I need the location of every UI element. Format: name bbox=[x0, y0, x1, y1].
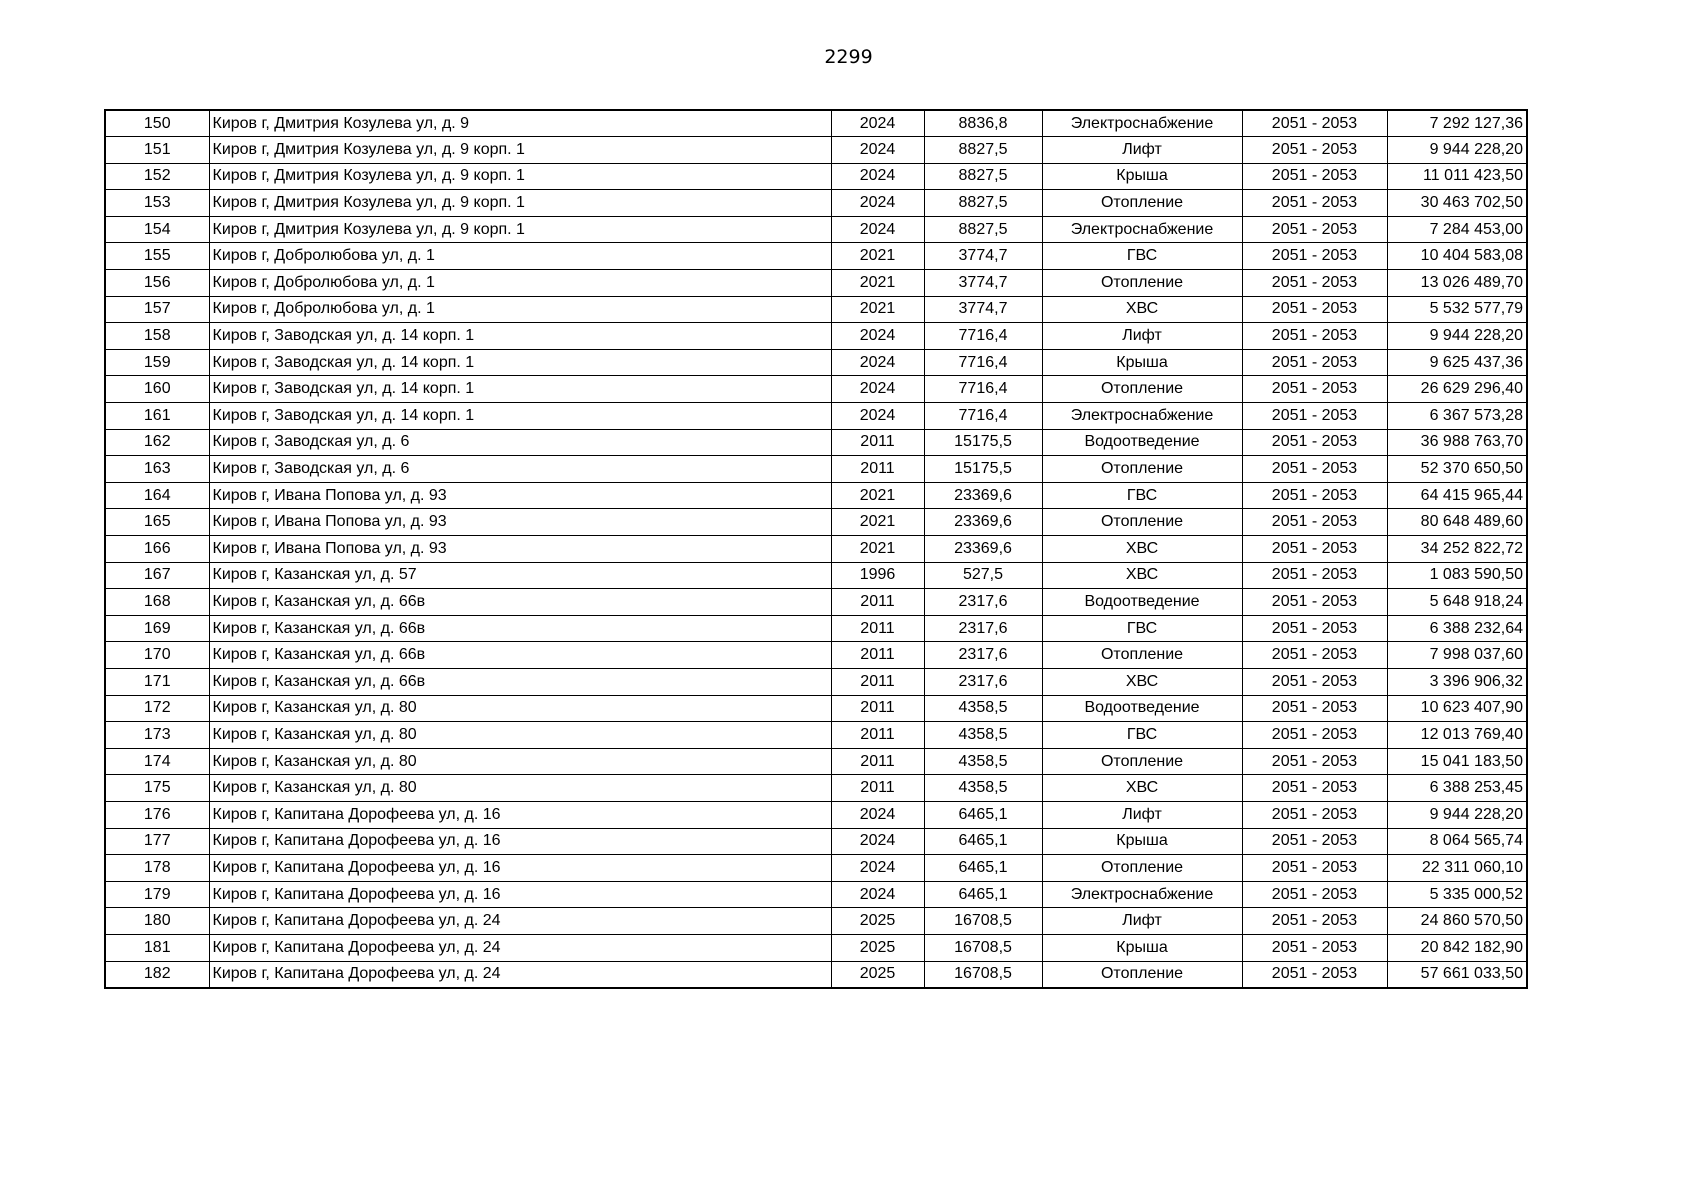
row-number: 154 bbox=[105, 216, 209, 243]
row-cost: 6 388 232,64 bbox=[1387, 615, 1527, 642]
row-address: Киров г, Капитана Дорофеева ул, д. 16 bbox=[209, 801, 831, 828]
row-work-type: Отопление bbox=[1042, 509, 1242, 536]
row-year: 2024 bbox=[831, 881, 924, 908]
row-period: 2051 - 2053 bbox=[1242, 163, 1387, 190]
row-year: 2024 bbox=[831, 855, 924, 882]
row-area: 4358,5 bbox=[924, 695, 1042, 722]
row-work-type: Водоотведение bbox=[1042, 589, 1242, 616]
row-cost: 15 041 183,50 bbox=[1387, 748, 1527, 775]
row-year: 2025 bbox=[831, 961, 924, 988]
row-area: 2317,6 bbox=[924, 668, 1042, 695]
row-number: 170 bbox=[105, 642, 209, 669]
page-number: 2299 bbox=[824, 46, 873, 68]
row-period: 2051 - 2053 bbox=[1242, 456, 1387, 483]
row-period: 2051 - 2053 bbox=[1242, 828, 1387, 855]
row-number: 181 bbox=[105, 934, 209, 961]
row-area: 7716,4 bbox=[924, 403, 1042, 430]
row-year: 2024 bbox=[831, 163, 924, 190]
table-row bbox=[105, 216, 1527, 243]
row-cost: 9 944 228,20 bbox=[1387, 323, 1527, 350]
table-row bbox=[105, 881, 1527, 908]
row-year: 2025 bbox=[831, 934, 924, 961]
row-address: Киров г, Капитана Дорофеева ул, д. 16 bbox=[209, 828, 831, 855]
row-address: Киров г, Дмитрия Козулева ул, д. 9 корп. 1 bbox=[209, 137, 831, 164]
table-row bbox=[105, 562, 1527, 589]
row-period: 2051 - 2053 bbox=[1242, 722, 1387, 749]
row-work-type: Отопление bbox=[1042, 270, 1242, 297]
row-number: 167 bbox=[105, 562, 209, 589]
row-number: 155 bbox=[105, 243, 209, 270]
row-number: 172 bbox=[105, 695, 209, 722]
row-area: 8827,5 bbox=[924, 163, 1042, 190]
row-cost: 13 026 489,70 bbox=[1387, 270, 1527, 297]
row-number: 173 bbox=[105, 722, 209, 749]
row-area: 23369,6 bbox=[924, 482, 1042, 509]
row-year: 2011 bbox=[831, 668, 924, 695]
table-row bbox=[105, 961, 1527, 988]
row-number: 160 bbox=[105, 376, 209, 403]
row-period: 2051 - 2053 bbox=[1242, 615, 1387, 642]
row-address: Киров г, Добролюбова ул, д. 1 bbox=[209, 270, 831, 297]
table-row bbox=[105, 748, 1527, 775]
table-row bbox=[105, 801, 1527, 828]
row-period: 2051 - 2053 bbox=[1242, 881, 1387, 908]
row-work-type: Электроснабжение bbox=[1042, 403, 1242, 430]
row-cost: 7 292 127,36 bbox=[1387, 110, 1527, 137]
row-number: 168 bbox=[105, 589, 209, 616]
row-period: 2051 - 2053 bbox=[1242, 589, 1387, 616]
row-work-type: Лифт bbox=[1042, 137, 1242, 164]
table-row bbox=[105, 589, 1527, 616]
row-year: 2021 bbox=[831, 482, 924, 509]
row-area: 4358,5 bbox=[924, 722, 1042, 749]
row-address: Киров г, Капитана Дорофеева ул, д. 16 bbox=[209, 855, 831, 882]
row-address: Киров г, Казанская ул, д. 66в bbox=[209, 642, 831, 669]
row-address: Киров г, Дмитрия Козулева ул, д. 9 корп. 1 bbox=[209, 190, 831, 217]
row-number: 153 bbox=[105, 190, 209, 217]
row-year: 2024 bbox=[831, 828, 924, 855]
row-address: Киров г, Добролюбова ул, д. 1 bbox=[209, 243, 831, 270]
row-cost: 80 648 489,60 bbox=[1387, 509, 1527, 536]
row-area: 8827,5 bbox=[924, 137, 1042, 164]
table-row bbox=[105, 403, 1527, 430]
row-cost: 7 284 453,00 bbox=[1387, 216, 1527, 243]
row-area: 4358,5 bbox=[924, 748, 1042, 775]
row-work-type: ХВС bbox=[1042, 536, 1242, 563]
row-cost: 6 367 573,28 bbox=[1387, 403, 1527, 430]
table-row bbox=[105, 482, 1527, 509]
row-period: 2051 - 2053 bbox=[1242, 509, 1387, 536]
row-work-type: ГВС bbox=[1042, 243, 1242, 270]
row-area: 7716,4 bbox=[924, 323, 1042, 350]
row-number: 176 bbox=[105, 801, 209, 828]
row-number: 166 bbox=[105, 536, 209, 563]
table-row bbox=[105, 270, 1527, 297]
row-year: 2024 bbox=[831, 801, 924, 828]
row-period: 2051 - 2053 bbox=[1242, 296, 1387, 323]
row-year: 2011 bbox=[831, 429, 924, 456]
row-number: 150 bbox=[105, 110, 209, 137]
table-row bbox=[105, 163, 1527, 190]
row-period: 2051 - 2053 bbox=[1242, 349, 1387, 376]
row-work-type: Отопление bbox=[1042, 642, 1242, 669]
row-work-type: Отопление bbox=[1042, 748, 1242, 775]
row-area: 6465,1 bbox=[924, 855, 1042, 882]
row-address: Киров г, Казанская ул, д. 80 bbox=[209, 722, 831, 749]
row-year: 2011 bbox=[831, 695, 924, 722]
row-number: 175 bbox=[105, 775, 209, 802]
row-year: 2025 bbox=[831, 908, 924, 935]
row-area: 2317,6 bbox=[924, 615, 1042, 642]
row-number: 178 bbox=[105, 855, 209, 882]
row-address: Киров г, Дмитрия Козулева ул, д. 9 bbox=[209, 110, 831, 137]
row-work-type: ГВС bbox=[1042, 722, 1242, 749]
row-work-type: Отопление bbox=[1042, 456, 1242, 483]
row-address: Киров г, Казанская ул, д. 80 bbox=[209, 775, 831, 802]
row-address: Киров г, Казанская ул, д. 80 bbox=[209, 748, 831, 775]
row-number: 182 bbox=[105, 961, 209, 988]
row-period: 2051 - 2053 bbox=[1242, 748, 1387, 775]
row-work-type: Отопление bbox=[1042, 855, 1242, 882]
row-address: Киров г, Дмитрия Козулева ул, д. 9 корп. 1 bbox=[209, 216, 831, 243]
row-area: 8827,5 bbox=[924, 190, 1042, 217]
row-address: Киров г, Заводская ул, д. 6 bbox=[209, 429, 831, 456]
row-year: 2021 bbox=[831, 270, 924, 297]
row-period: 2051 - 2053 bbox=[1242, 775, 1387, 802]
row-work-type: Крыша bbox=[1042, 163, 1242, 190]
row-period: 2051 - 2053 bbox=[1242, 908, 1387, 935]
row-area: 16708,5 bbox=[924, 961, 1042, 988]
row-address: Киров г, Ивана Попова ул, д. 93 bbox=[209, 482, 831, 509]
row-work-type: ГВС bbox=[1042, 482, 1242, 509]
row-area: 15175,5 bbox=[924, 429, 1042, 456]
row-number: 179 bbox=[105, 881, 209, 908]
row-cost: 7 998 037,60 bbox=[1387, 642, 1527, 669]
row-cost: 12 013 769,40 bbox=[1387, 722, 1527, 749]
row-cost: 9 944 228,20 bbox=[1387, 137, 1527, 164]
row-year: 2011 bbox=[831, 589, 924, 616]
row-area: 8827,5 bbox=[924, 216, 1042, 243]
row-area: 23369,6 bbox=[924, 509, 1042, 536]
row-year: 2024 bbox=[831, 323, 924, 350]
row-year: 2021 bbox=[831, 296, 924, 323]
row-cost: 20 842 182,90 bbox=[1387, 934, 1527, 961]
table-row bbox=[105, 934, 1527, 961]
row-address: Киров г, Казанская ул, д. 66в bbox=[209, 668, 831, 695]
row-address: Киров г, Заводская ул, д. 14 корп. 1 bbox=[209, 323, 831, 350]
row-cost: 30 463 702,50 bbox=[1387, 190, 1527, 217]
table-row bbox=[105, 722, 1527, 749]
row-year: 2024 bbox=[831, 376, 924, 403]
row-area: 2317,6 bbox=[924, 642, 1042, 669]
row-work-type: Крыша bbox=[1042, 349, 1242, 376]
row-number: 156 bbox=[105, 270, 209, 297]
row-cost: 36 988 763,70 bbox=[1387, 429, 1527, 456]
row-cost: 34 252 822,72 bbox=[1387, 536, 1527, 563]
row-work-type: ХВС bbox=[1042, 562, 1242, 589]
row-cost: 10 404 583,08 bbox=[1387, 243, 1527, 270]
table-row bbox=[105, 323, 1527, 350]
row-work-type: Водоотведение bbox=[1042, 695, 1242, 722]
row-address: Киров г, Заводская ул, д. 14 корп. 1 bbox=[209, 349, 831, 376]
row-area: 15175,5 bbox=[924, 456, 1042, 483]
row-work-type: ХВС bbox=[1042, 668, 1242, 695]
row-cost: 24 860 570,50 bbox=[1387, 908, 1527, 935]
table-row bbox=[105, 615, 1527, 642]
row-period: 2051 - 2053 bbox=[1242, 695, 1387, 722]
row-period: 2051 - 2053 bbox=[1242, 934, 1387, 961]
row-number: 164 bbox=[105, 482, 209, 509]
row-number: 152 bbox=[105, 163, 209, 190]
row-area: 7716,4 bbox=[924, 376, 1042, 403]
row-number: 158 bbox=[105, 323, 209, 350]
table-row bbox=[105, 349, 1527, 376]
row-address: Киров г, Заводская ул, д. 14 корп. 1 bbox=[209, 376, 831, 403]
table-row bbox=[105, 429, 1527, 456]
row-work-type: Лифт bbox=[1042, 801, 1242, 828]
row-period: 2051 - 2053 bbox=[1242, 323, 1387, 350]
row-period: 2051 - 2053 bbox=[1242, 668, 1387, 695]
row-work-type: Крыша bbox=[1042, 934, 1242, 961]
row-number: 165 bbox=[105, 509, 209, 536]
table-row bbox=[105, 536, 1527, 563]
row-work-type: ХВС bbox=[1042, 296, 1242, 323]
row-cost: 1 083 590,50 bbox=[1387, 562, 1527, 589]
row-work-type: Отопление bbox=[1042, 376, 1242, 403]
row-work-type: Крыша bbox=[1042, 828, 1242, 855]
row-address: Киров г, Добролюбова ул, д. 1 bbox=[209, 296, 831, 323]
row-cost: 5 648 918,24 bbox=[1387, 589, 1527, 616]
row-cost: 8 064 565,74 bbox=[1387, 828, 1527, 855]
row-cost: 26 629 296,40 bbox=[1387, 376, 1527, 403]
row-number: 157 bbox=[105, 296, 209, 323]
row-cost: 64 415 965,44 bbox=[1387, 482, 1527, 509]
row-address: Киров г, Капитана Дорофеева ул, д. 24 bbox=[209, 961, 831, 988]
row-year: 2011 bbox=[831, 456, 924, 483]
table-row bbox=[105, 855, 1527, 882]
row-period: 2051 - 2053 bbox=[1242, 429, 1387, 456]
row-area: 16708,5 bbox=[924, 934, 1042, 961]
row-year: 1996 bbox=[831, 562, 924, 589]
row-year: 2024 bbox=[831, 403, 924, 430]
row-cost: 6 388 253,45 bbox=[1387, 775, 1527, 802]
row-period: 2051 - 2053 bbox=[1242, 855, 1387, 882]
row-work-type: Электроснабжение bbox=[1042, 216, 1242, 243]
row-area: 3774,7 bbox=[924, 270, 1042, 297]
row-area: 3774,7 bbox=[924, 243, 1042, 270]
row-work-type: Отопление bbox=[1042, 961, 1242, 988]
row-area: 6465,1 bbox=[924, 881, 1042, 908]
row-area: 7716,4 bbox=[924, 349, 1042, 376]
row-number: 171 bbox=[105, 668, 209, 695]
row-area: 4358,5 bbox=[924, 775, 1042, 802]
table-row bbox=[105, 828, 1527, 855]
row-work-type: ХВС bbox=[1042, 775, 1242, 802]
row-address: Киров г, Дмитрия Козулева ул, д. 9 корп. 1 bbox=[209, 163, 831, 190]
row-period: 2051 - 2053 bbox=[1242, 243, 1387, 270]
row-cost: 9 625 437,36 bbox=[1387, 349, 1527, 376]
row-year: 2011 bbox=[831, 748, 924, 775]
table-row bbox=[105, 668, 1527, 695]
row-year: 2011 bbox=[831, 615, 924, 642]
table-row bbox=[105, 137, 1527, 164]
row-period: 2051 - 2053 bbox=[1242, 482, 1387, 509]
row-cost: 52 370 650,50 bbox=[1387, 456, 1527, 483]
row-work-type: Лифт bbox=[1042, 323, 1242, 350]
row-area: 8836,8 bbox=[924, 110, 1042, 137]
row-work-type: Электроснабжение bbox=[1042, 881, 1242, 908]
row-year: 2024 bbox=[831, 216, 924, 243]
row-cost: 9 944 228,20 bbox=[1387, 801, 1527, 828]
row-address: Киров г, Казанская ул, д. 66в bbox=[209, 615, 831, 642]
row-year: 2021 bbox=[831, 509, 924, 536]
row-period: 2051 - 2053 bbox=[1242, 536, 1387, 563]
row-address: Киров г, Капитана Дорофеева ул, д. 16 bbox=[209, 881, 831, 908]
row-year: 2024 bbox=[831, 110, 924, 137]
table-row bbox=[105, 243, 1527, 270]
row-cost: 22 311 060,10 bbox=[1387, 855, 1527, 882]
table-row bbox=[105, 456, 1527, 483]
row-address: Киров г, Казанская ул, д. 80 bbox=[209, 695, 831, 722]
row-area: 23369,6 bbox=[924, 536, 1042, 563]
row-period: 2051 - 2053 bbox=[1242, 961, 1387, 988]
table-row bbox=[105, 296, 1527, 323]
row-period: 2051 - 2053 bbox=[1242, 801, 1387, 828]
row-work-type: Водоотведение bbox=[1042, 429, 1242, 456]
table-row bbox=[105, 775, 1527, 802]
row-address: Киров г, Капитана Дорофеева ул, д. 24 bbox=[209, 934, 831, 961]
row-cost: 5 532 577,79 bbox=[1387, 296, 1527, 323]
row-period: 2051 - 2053 bbox=[1242, 562, 1387, 589]
row-cost: 10 623 407,90 bbox=[1387, 695, 1527, 722]
row-area: 527,5 bbox=[924, 562, 1042, 589]
row-year: 2024 bbox=[831, 190, 924, 217]
row-area: 6465,1 bbox=[924, 801, 1042, 828]
row-number: 180 bbox=[105, 908, 209, 935]
row-address: Киров г, Капитана Дорофеева ул, д. 24 bbox=[209, 908, 831, 935]
row-number: 169 bbox=[105, 615, 209, 642]
row-period: 2051 - 2053 bbox=[1242, 403, 1387, 430]
row-period: 2051 - 2053 bbox=[1242, 110, 1387, 137]
row-address: Киров г, Казанская ул, д. 66в bbox=[209, 589, 831, 616]
row-number: 161 bbox=[105, 403, 209, 430]
row-area: 2317,6 bbox=[924, 589, 1042, 616]
table-row bbox=[105, 695, 1527, 722]
row-year: 2011 bbox=[831, 642, 924, 669]
row-area: 6465,1 bbox=[924, 828, 1042, 855]
row-cost: 5 335 000,52 bbox=[1387, 881, 1527, 908]
row-period: 2051 - 2053 bbox=[1242, 642, 1387, 669]
table-body bbox=[105, 110, 1527, 988]
table-row bbox=[105, 190, 1527, 217]
row-address: Киров г, Заводская ул, д. 6 bbox=[209, 456, 831, 483]
row-year: 2024 bbox=[831, 137, 924, 164]
row-year: 2021 bbox=[831, 536, 924, 563]
row-period: 2051 - 2053 bbox=[1242, 190, 1387, 217]
table-row bbox=[105, 509, 1527, 536]
row-year: 2011 bbox=[831, 775, 924, 802]
row-area: 3774,7 bbox=[924, 296, 1042, 323]
row-period: 2051 - 2053 bbox=[1242, 216, 1387, 243]
row-area: 16708,5 bbox=[924, 908, 1042, 935]
row-number: 174 bbox=[105, 748, 209, 775]
row-period: 2051 - 2053 bbox=[1242, 270, 1387, 297]
row-work-type: ГВС bbox=[1042, 615, 1242, 642]
table-row bbox=[105, 376, 1527, 403]
row-year: 2021 bbox=[831, 243, 924, 270]
row-cost: 11 011 423,50 bbox=[1387, 163, 1527, 190]
row-year: 2011 bbox=[831, 722, 924, 749]
data-table bbox=[104, 109, 1528, 989]
row-work-type: Отопление bbox=[1042, 190, 1242, 217]
row-work-type: Электроснабжение bbox=[1042, 110, 1242, 137]
table-row bbox=[105, 110, 1527, 137]
row-period: 2051 - 2053 bbox=[1242, 137, 1387, 164]
row-cost: 3 396 906,32 bbox=[1387, 668, 1527, 695]
row-address: Киров г, Казанская ул, д. 57 bbox=[209, 562, 831, 589]
row-work-type: Лифт bbox=[1042, 908, 1242, 935]
row-address: Киров г, Ивана Попова ул, д. 93 bbox=[209, 536, 831, 563]
row-year: 2024 bbox=[831, 349, 924, 376]
table-row bbox=[105, 908, 1527, 935]
table-row bbox=[105, 642, 1527, 669]
row-number: 151 bbox=[105, 137, 209, 164]
row-number: 162 bbox=[105, 429, 209, 456]
row-period: 2051 - 2053 bbox=[1242, 376, 1387, 403]
row-number: 159 bbox=[105, 349, 209, 376]
row-address: Киров г, Заводская ул, д. 14 корп. 1 bbox=[209, 403, 831, 430]
row-number: 177 bbox=[105, 828, 209, 855]
row-address: Киров г, Ивана Попова ул, д. 93 bbox=[209, 509, 831, 536]
row-cost: 57 661 033,50 bbox=[1387, 961, 1527, 988]
row-number: 163 bbox=[105, 456, 209, 483]
